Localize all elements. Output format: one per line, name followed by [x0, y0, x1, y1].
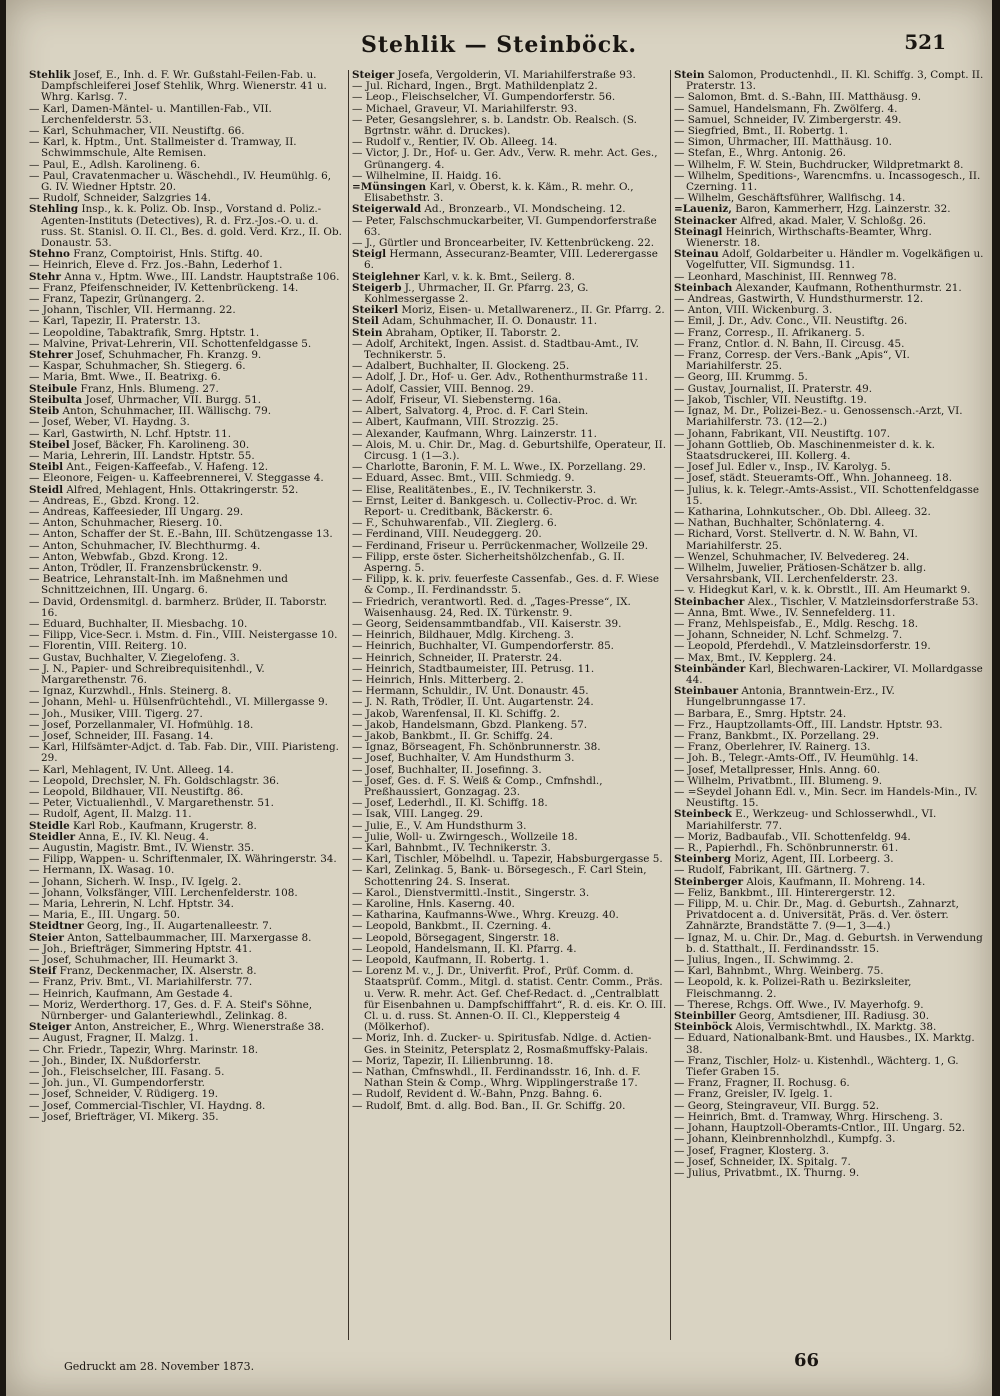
directory-entry: — Lorenz M. v., J. Dr., Univerfit. Prof., Prüf. Comm. d. Staatsprüf. Comm., Mitgl. d. statist. Centr. Comm., Präs. u. Verw. R. mehr. Act. Gef. Chef-Redact. d. „Centralblatt für Eisenbahnen u. Dampfschifffahrt“, R. d. eis. Kr. O. III. Cl. u. d. russ. St. Annen-O. II. Cl., Kleppersteig 4 (Mölkerhof).	[352, 965, 667, 1034]
directory-entry: — Ernst, Leiter d. Bankgesch. u. Collectiv-Proc. d. Wr. Report- u. Creditbank, Bäckerstr. 6.	[352, 494, 638, 518]
directory-entry: — Joh. B., Telegr.-Amts-Off., IV. Heumühlg. 14.	[674, 752, 919, 765]
directory-entry: Steinbänder Karl, Blechwaren-Lackirer, VI. Mollardgasse 44.	[674, 662, 983, 686]
directory-entry: — Rudolf, Agent, II. Malzg. 11.	[29, 808, 192, 821]
directory-entry: — Heinrich, Schneider, II. Praterstr. 24.	[352, 651, 563, 664]
directory-entry: Steidl Alfred, Mehlagent, Hnls. Ottakringerstr. 52.	[29, 483, 299, 496]
directory-entry: — Albert, Salvatorg. 4, Proc. d. F. Carl Stein.	[352, 405, 589, 418]
directory-entry: Steibulta Josef, Uhrmacher, VII. Burgg. 51.	[29, 393, 262, 406]
directory-entry: Steinberger Alois, Kaufmann, II. Mohreng. 14.	[674, 875, 926, 888]
directory-entry: — Malvine, Privat-Lehrerin, VII. Schottenfeldgasse 5.	[29, 337, 312, 350]
directory-entry: — Anton, Schuhmacher, IV. Blechthurmg. 4.	[29, 539, 261, 552]
directory-entry: — Maria, Lehrerin, III. Landstr. Hptstr. 55.	[29, 449, 255, 462]
directory-entry: Steinböck Alois, Vermischtwhdl., IX. Marktg. 38.	[674, 1021, 937, 1034]
directory-entry: — Augustin, Magistr. Bmt., IV. Wienstr. 35.	[29, 842, 255, 855]
directory-entry: — Samuel, Handelsmann, Fh. Zwölferg. 4.	[674, 102, 898, 115]
directory-entry: — Elise, Realitätenbes., E., IV. Technikerstr. 3.	[352, 483, 597, 496]
directory-entry: — Karol., Dienstvermittl.-Instit., Singerstr. 3.	[352, 886, 590, 899]
directory-entry: — August, Fragner, II. Malzg. 1.	[29, 1032, 199, 1045]
directory-entry: — Joh. jun., VI. Gumpendorferstr.	[29, 1077, 205, 1090]
page-number: 521	[904, 30, 946, 54]
directory-entry: — Paul, Cravatenmacher u. Wäschehdl., IV. Heumühlg. 6, G. IV. Wiedner Hptstr. 20.	[29, 169, 332, 194]
directory-entry: — Karl, Damen-Mäntel- u. Mantillen-Fab., VII. Lerchenfelderstr. 53.	[29, 102, 272, 126]
directory-entry: Steib Anton, Schuhmacher, III. Wällischg. 79.	[29, 405, 272, 418]
directory-entry: — Andreas, E., Gbzd. Krong. 12.	[29, 494, 200, 507]
directory-entry: — Rudolf, Fabrikant, III. Gärtnerg. 7.	[674, 864, 870, 877]
directory-entry: — Karl, Mehlagent, IV. Unt. Alleeg. 14.	[29, 763, 234, 776]
directory-entry: — Joh., Briefträger, Simmering Hptstr. 41.	[29, 942, 252, 955]
directory-entry: — Leopold, Börsegagent, Singerstr. 18.	[352, 931, 560, 944]
directory-entry: — Maria, Bmt. Wwe., II. Beatrixg. 6.	[29, 371, 221, 384]
directory-entry: — Barbara, E., Smrg. Hptstr. 24.	[674, 707, 847, 720]
directory-entry: — Josef, Buchhalter, V. Am Hundsthurm 3.	[352, 752, 575, 765]
directory-entry: — Georg, Seidensammtbandfab., VII. Kaiserstr. 39.	[352, 617, 622, 630]
directory-entry: — Katharina, Lohnkutscher., Ob. Dbl. Alleeg. 32.	[674, 505, 931, 518]
directory-entry: — Leopold, Pferdehdl., V. Matzleinsdorferstr. 19.	[674, 640, 931, 653]
directory-entry: — Franz, Corresp. der Vers.-Bank „Apis“, VI. Mariahilferstr. 25.	[674, 349, 910, 373]
directory-entry: — Joh., Binder, IX. Nußdorferstr.	[29, 1054, 201, 1067]
directory-entry: Steinbiller Georg, Amtsdiener, III. Radiusg. 30.	[674, 1010, 930, 1023]
directory-entry: — Franz, Mehlspeisfab., E., Mdlg. Reschg. 18.	[674, 617, 918, 630]
directory-entry: — Julius, Ingen., II. Schwimmg. 2.	[674, 954, 854, 967]
directory-entry: — Johann, Volksfänger, VIII. Lerchenfelderstr. 108.	[29, 886, 298, 899]
directory-entry: — Hermann, Schuldir., IV. Unt. Donaustr. 45.	[352, 685, 589, 698]
directory-entry: Steinacker Alfred, akad. Maler, V. Schloßg. 26.	[674, 214, 927, 227]
directory-entry: — =Seydel Johann Edl. v., Min. Secr. im Handels-Min., IV. Neustiftg. 15.	[674, 786, 978, 810]
directory-entry: — Beatrice, Lehranstalt-Inh. im Maßnehmen und Schnittzeichnen, III. Ungarg. 6.	[29, 573, 288, 597]
directory-entry: — Filipp, Wappen- u. Schriftenmaler, IX. Währingerstr. 34.	[29, 853, 337, 866]
directory-entry: Stehlik Josef, E., Inh. d. F. Wr. Gußstahl-Feilen-Fab. u. Dampfschleiferei Josef Stehlik, Whrg. Wienerstr. 41 u. Whrg. Karlsg. 7.	[29, 70, 327, 104]
directory-entry: — Leopold, Bankbmt., II. Czerning. 4.	[352, 920, 552, 933]
directory-column-middle	[348, 70, 670, 1340]
directory-entry: — Rudolf v., Rentier, IV. Ob. Alleeg. 14.	[352, 136, 558, 149]
directory-entry: — Paul, E., Adlsh. Karolineng. 6.	[29, 158, 201, 171]
directory-entry: — Josef, Weber, VI. Haydng. 3.	[29, 416, 190, 429]
directory-entry: — Eduard, Assec. Bmt., VIII. Schmiedg. 9.	[352, 472, 575, 485]
directory-entry: Steigl Hermann, Assecuranz-Beamter, VIII. Lederergasse 6.	[352, 248, 658, 272]
directory-entry: — Josef, Schneider, III. Fasang. 14.	[29, 729, 214, 742]
directory-page	[6, 0, 992, 1396]
directory-entry: Steil Adam, Schuhmacher, II. O. Donaustr. 11.	[352, 315, 598, 328]
directory-entry: — Wilhelm, F. W. Stein, Buchdrucker, Wildpretmarkt 8.	[674, 158, 964, 171]
directory-entry: — Josef, Lederhdl., II. Kl. Schiffg. 18.	[352, 797, 548, 810]
directory-entry: — Eduard, Nationalbank-Bmt. und Hausbes., IX. Marktg. 38.	[674, 1032, 975, 1056]
directory-entry: — Joh., Musiker, VIII. Tigerg. 27.	[29, 707, 203, 720]
directory-entry: — Eduard, Buchhalter, II. Miesbachg. 10.	[29, 617, 248, 630]
directory-entry: — Josef, Schuhmacher, III. Heumarkt 3.	[29, 954, 239, 967]
directory-entry: Steikerl Moriz, Eisen- u. Metallwarenerz., II. Gr. Pfarrg. 2.	[352, 304, 665, 317]
directory-entry: — Leopold, Drechsler, N. Fh. Goldschlagstr. 36.	[29, 774, 280, 787]
directory-entry: — Ferdinand, Friseur u. Perrückenmacher, Wollzeile 29.	[352, 539, 649, 552]
directory-entry: — David, Ordensmitgl. d. barmherz. Brüder, II. Taborstr. 16.	[29, 595, 327, 619]
directory-entry: — Jakob, Handelsmann, Gbzd. Plankeng. 57.	[352, 718, 588, 731]
running-head: Stehlik — Steinböck.	[360, 32, 638, 58]
directory-entry: — Siegfried, Bmt., II. Robertg. 1.	[674, 125, 849, 138]
directory-entry: Steinau Adolf, Goldarbeiter u. Händler m. Vogelkäfigen u. Vogelfutter, VII. Sigmundsg. 11.	[674, 248, 984, 272]
directory-entry: — Heinrich, Stadtbaumeister, III. Petrusg. 11.	[352, 662, 595, 675]
directory-entry: — Katharina, Kaufmanns-Wwe., Whrg. Kreuzg. 40.	[352, 909, 619, 922]
directory-entry: — Kaspar, Schuhmacher, Sh. Stiegerg. 6.	[29, 360, 246, 373]
directory-entry: — Filipp, erste öster. Sicherheitshölzchenfab., G. II. Asperng. 5.	[352, 550, 625, 574]
directory-entry: — Josef, Porzellanmaler, VI. Hofmühlg. 18.	[29, 718, 254, 731]
directory-entry: — Leopold, Bildhauer, VII. Neustiftg. 86.	[29, 786, 244, 798]
directory-entry: — Josef, Commercial-Tischler, VI. Haydng. 8.	[29, 1099, 266, 1112]
directory-entry: — J. N. Rath, Trödler, II. Unt. Augartenstr. 24.	[352, 696, 594, 709]
directory-entry: — Alois, M. u. Chir. Dr., Mag. d. Geburtshilfe, Operateur, II. Circusg. 1 (1—3.).	[352, 438, 667, 462]
directory-entry: — Franz, Cntlor. d. N. Bahn, II. Circusg. 45.	[674, 337, 905, 350]
directory-entry: — Julius, Privatbmt., IX. Thurng. 9.	[674, 1166, 860, 1179]
directory-entry: — Peter, Gesangslehrer, s. b. Landstr. Ob. Realsch. (S. Bgrtnstr. währ. d. Druckes).	[352, 113, 637, 138]
directory-entry: — Jakob, Tischler, VII. Neustiftg. 19.	[674, 393, 867, 406]
directory-entry: — Karl, Tischler, Möbelhdl. u. Tapezir, Habsburgergasse 5.	[352, 853, 663, 866]
directory-entry: Stehling Insp., k. k. Poliz. Ob. Insp., Vorstand d. Poliz.-Agenten-Instituts (Detectives), R. d. Frz.-Jos.-O. u. d. russ. St. Stanisl. O. II. Cl., Bes. d. gold. Verd. Krz., II. Ob. Donaustr. 53.	[29, 203, 342, 250]
directory-entry: — Jakob, Bankbmt., II. Gr. Schiffg. 24.	[352, 729, 553, 742]
directory-entry: — Leop., Fleischselcher, VI. Gumpendorferstr. 56.	[352, 91, 616, 104]
sheet-signature: 66	[794, 1350, 820, 1371]
directory-entry: — Karl, Zelinkag. 5, Bank- u. Börsegesch., F. Carl Stein, Schottenring 24. S. Inserat.	[352, 864, 647, 888]
directory-entry: Steif Franz, Deckenmacher, IX. Alserstr. 8.	[29, 965, 257, 978]
directory-entry: — Karoline, Hnls. Kaserng. 40.	[352, 898, 515, 911]
directory-entry: — Karl, Tapezir, II. Praterstr. 13.	[29, 315, 201, 328]
directory-entry: — Emil, J. Dr., Adv. Conc., VII. Neustiftg. 26.	[674, 315, 908, 328]
directory-entry: — Adolf, Friseur, VI. Siebensterng. 16a.	[352, 393, 562, 406]
directory-entry: — Anton, VIII. Wickenburg. 3.	[674, 304, 833, 317]
directory-entry: — Simon, Uhrmacher, III. Matthäusg. 10.	[674, 136, 892, 149]
directory-entry: — Anton, Schuhmacher, Rieserg. 10.	[29, 517, 223, 530]
directory-entry: Stein Salomon, Productenhdl., II. Kl. Schiffg. 3, Compt. II. Praterstr. 13.	[674, 70, 984, 93]
directory-entry: — Franz, Oberlehrer, IV. Rainerg. 13.	[674, 741, 871, 754]
directory-entry: — Georg, Steingraveur, VII. Burgg. 52.	[674, 1099, 880, 1112]
directory-entry: Steidler Anna, E., IV. Kl. Neug. 4.	[29, 830, 209, 843]
directory-entry: — Rudolf, Bmt. d. allg. Bod. Ban., II. Gr. Schiffg. 20.	[352, 1099, 626, 1112]
directory-entry: — Karl, Bahnbmt., IV. Technikerstr. 3.	[352, 842, 551, 855]
directory-entry: Steigerwald Ad., Bronzearb., VI. Mondscheing. 12.	[352, 203, 626, 216]
directory-entry: — Johann, Hauptzoll-Oberamts-Cntlor., III. Ungarg. 52.	[674, 1122, 966, 1135]
directory-entry: — Victor, J. Dr., Hof- u. Ger. Adv., Verw. R. mehr. Act. Ges., Grünangerg. 4.	[352, 147, 658, 171]
directory-entry: — Frz., Hauptzollamts-Off., III. Landstr. Hptstr. 93.	[674, 718, 943, 731]
directory-entry: — Max, Bmt., IV. Kepplerg. 24.	[674, 651, 837, 664]
directory-entry: Steibule Franz, Hnls. Blumeng. 27.	[29, 382, 219, 395]
directory-entry: — Franz, Pfeifenschneider, IV. Kettenbrückeng. 14.	[29, 281, 299, 294]
directory-entry: — Leopoldine, Tabaktrafik, Smrg. Hptstr. 1.	[29, 326, 260, 339]
directory-entry: — Josef, städt. Steueramts-Off., Whn. Johanneeg. 18.	[674, 472, 953, 485]
directory-entry: Steigerb J., Uhrmacher, II. Gr. Pfarrg. 23, G. Kohlmessergasse 2.	[352, 281, 589, 306]
directory-entry: Steinbacher Alex., Tischler, V. Matzleinsdorferstraße 53.	[674, 595, 979, 608]
directory-entry: — Franz, Tapezir, Grünangerg. 2.	[29, 293, 205, 306]
directory-entry: — Heinrich, Hnls. Mitterberg. 2.	[352, 673, 524, 686]
directory-entry: — Charlotte, Baronin, F. M. L. Wwe., IX. Porzellang. 29.	[352, 461, 646, 474]
directory-entry: — Ignaz, Börseagent, Fh. Schönbrunnerstr. 38.	[352, 741, 601, 754]
directory-entry: Stehr Anna v., Hptm. Wwe., III. Landstr. Hauptstraße 106.	[29, 270, 340, 283]
directory-entry: — Leopold, k. k. Polizei-Rath u. Bezirksleiter, Fleischmanng. 2.	[674, 976, 912, 1000]
directory-entry: — Franz, Bankbmt., IX. Porzellang. 29.	[674, 729, 880, 742]
directory-entry: — Johann, Sicherh. W. Insp., IV. Igelg. 2.	[29, 875, 242, 888]
directory-entry: — Franz, Fragner, II. Rochusg. 6.	[674, 1077, 850, 1090]
directory-entry: — Karl, Bahnbmt., Whrg. Weinberg. 75.	[674, 965, 884, 978]
directory-entry: — Albert, Kaufmann, VIII. Strozzig. 25.	[352, 416, 559, 429]
directory-entry: — Therese, Rchgs. Off. Wwe., IV. Mayerhofg. 9.	[674, 998, 924, 1011]
directory-entry: — Salomon, Bmt. d. S.-Bahn, III. Matthäusg. 9.	[674, 91, 922, 104]
directory-entry: — Heinrich, Bildhauer, Mdlg. Kircheng. 3.	[352, 629, 574, 642]
directory-entry: — Josef, Metallpresser, Hnls. Anng. 60.	[674, 763, 881, 776]
directory-entry: — Wilhelm, Speditions-, Warencmfns. u. Incassogesch., II. Czerning. 11.	[674, 169, 981, 194]
directory-entry: — Karl, Gastwirth, N. Lchf. Hptstr. 11.	[29, 427, 232, 440]
directory-entry: — Filipp, Vice-Secr. i. Mstm. d. Fin., VIII. Neistergasse 10.	[29, 629, 338, 642]
directory-entry: — Josef, Ges. d. F. S. Weiß & Comp., Cmfnshdl., Preßhaussiert, Gonzagag. 23.	[352, 774, 603, 798]
directory-entry: Steiger Anton, Anstreicher, E., Whrg. Wienerstraße 38.	[29, 1021, 325, 1034]
page-header	[6, 28, 992, 64]
directory-entry: — Wilhelm, Geschäftsführer, Wallfischg. 14.	[674, 192, 906, 205]
directory-entry: Stein Abraham, Optiker, II. Taborstr. 2.	[352, 326, 561, 339]
directory-entry: — Filipp, k. k. priv. feuerfeste Cassenfab., Ges. d. F. Wiese & Comp., II. Ferdinandsstr. 5.	[352, 573, 660, 597]
directory-entry: — Adolf, Architekt, Ingen. Assist. d. Stadtbau-Amt., IV. Technikerstr. 5.	[352, 337, 639, 362]
directory-entry: — Nathan, Buchhalter, Schönlaterng. 4.	[674, 517, 885, 530]
directory-entry: — Leopold, Kaufmann, II. Robertg. 1.	[352, 954, 550, 967]
directory-entry: — Johann, Tischler, VII. Hermanng. 22.	[29, 304, 236, 317]
directory-column-left	[26, 70, 348, 1340]
directory-entry: — Maria, Lehrerin, N. Lchf. Hptstr. 34.	[29, 898, 234, 911]
directory-entry: — Isak, VIII. Langeg. 29.	[352, 808, 484, 821]
directory-column-right	[670, 70, 992, 1340]
directory-entry: — Moriz, Werderthorg. 17, Ges. d. F. A. Steif's Söhne, Nürnberger- und Galanteriewhdl., Zelinkag. 8.	[29, 998, 313, 1023]
directory-entry: Steinbauer Antonia, Branntwein-Erz., IV. Hungelbrunngasse 17.	[674, 685, 895, 709]
directory-entry: — v. Hidegkut Karl, v. k. k. Obrstlt., III. Am Heumarkt 9.	[674, 584, 971, 597]
directory-columns	[26, 70, 992, 1340]
directory-entry: — Leopold, Handelsmann, II. Kl. Pfarrg. 4.	[352, 942, 577, 955]
directory-entry: — Adalbert, Buchhalter, II. Glockeng. 25.	[352, 360, 570, 373]
directory-entry: Steinbach Alexander, Kaufmann, Rothenthurmstr. 21.	[674, 281, 962, 294]
print-date-line: Gedruckt am 28. November 1873.	[64, 1360, 255, 1373]
directory-entry: — Julie, E., V. Am Hundsthurm 3.	[352, 819, 527, 832]
directory-entry: — J., Gürtler und Broncearbeiter, IV. Kettenbrückeng. 22.	[352, 237, 655, 250]
directory-entry: — Gustav, Journalist, II. Praterstr. 49.	[674, 382, 873, 395]
directory-entry: — Karl, k. Hptm., Unt. Stallmeister d. Tramway, II. Schwimmschule, Alte Remisen.	[29, 136, 297, 160]
directory-entry: — Leonhard, Maschinist, III. Rennweg 78.	[674, 270, 897, 283]
directory-entry: — Peter, Victualienhdl., V. Margarethenstr. 51.	[29, 797, 274, 810]
directory-entry: — Ignaz, Kurzwhdl., Hnls. Steinerg. 8.	[29, 685, 232, 698]
directory-entry: — Anton, Webwfab., Gbzd. Krong. 12.	[29, 550, 228, 563]
directory-entry: Steidtner Georg, Ing., II. Augartenalleestr. 7.	[29, 920, 272, 933]
directory-entry: =Münsingen Karl, v. Oberst, k. k. Käm., R. mehr. O., Elisabethstr. 3.	[352, 181, 634, 205]
directory-entry: — Heinrich, Bmt. d. Tramway, Whrg. Hirscheng. 3.	[674, 1110, 943, 1123]
directory-entry: — Peter, Falschschmuckarbeiter, VI. Gumpendorferstraße 63.	[352, 214, 657, 238]
directory-entry: — Julius, k. k. Telegr.-Amts-Assist., VII. Schottenfeldgasse 15.	[674, 483, 979, 507]
directory-entry: Steinbeck E., Werkzeug- und Schlosserwhdl., VI. Mariahilferstr. 77.	[674, 808, 937, 832]
directory-entry: — Moriz, Badbaufab., VII. Schottenfeldg. 94.	[674, 830, 911, 843]
directory-entry: — Richard, Vorst. Stellvertr. d. N. W. Bahn, VI. Mariahilferstr. 25.	[674, 528, 918, 552]
directory-entry: — Franz, Corresp., II. Afrikanerg. 5.	[674, 326, 865, 339]
directory-entry: Steinberg Moriz, Agent, III. Lorbeerg. 3.	[674, 853, 894, 866]
directory-entry: — Rudolf, Schneider, Salzgries 14.	[29, 192, 211, 205]
directory-entry: Stehrer Josef, Schuhmacher, Fh. Kranzg. 9.	[29, 349, 262, 362]
directory-entry: — Chr. Friedr., Tapezir, Whrg. Marinstr. 18.	[29, 1043, 259, 1056]
directory-entry: — Eleonore, Feigen- u. Kaffeebrennerei, V. Steggasse 4.	[29, 472, 324, 485]
directory-entry: — Anton, Trödler, II. Franzensbrückenstr. 9.	[29, 561, 262, 574]
directory-entry: — Michael, Graveur, VI. Mariahilferstr. 93.	[352, 102, 578, 115]
directory-entry: — Moriz, Inh. d. Zucker- u. Spiritusfab. Ndlge. d. Actien-Ges. in Steinitz, Petersplatz 2, Rosmaßmuffsky-Palais.	[352, 1032, 652, 1056]
directory-entry: — Andreas, Gastwirth, V. Hundsthurmerstr. 12.	[674, 293, 924, 306]
directory-entry: Steidle Karl Rob., Kaufmann, Krugerstr. 8.	[29, 819, 257, 832]
directory-entry: — Stefan, E., Whrg. Antonig. 26.	[674, 147, 846, 160]
directory-entry: — Hermann, IX. Wasag. 10.	[29, 864, 175, 877]
directory-entry: =Laueniz, Baron, Kammerherr, Hzg. Lainzerstr. 32.	[674, 203, 951, 216]
directory-entry: — Anton, Schaffer der St. E.-Bahn, III. Schützengasse 13.	[29, 528, 333, 541]
directory-entry: — Adolf, J. Dr., Hof- u. Ger. Adv., Rothenthurmstraße 11.	[352, 371, 648, 384]
directory-entry: — Ignaz, M. u. Chir. Dr., Mag. d. Geburtsh. in Verwendung b. d. Statthalt., II. Ferdinandsstr. 15.	[674, 931, 983, 955]
directory-entry: — Franz, Priv. Bmt., VI. Mariahilferstr. 77.	[29, 976, 253, 989]
directory-entry: — Franz, Tischler, Holz- u. Kistenhdl., Wächterg. 1, G. Tiefer Graben 15.	[674, 1054, 959, 1079]
directory-entry: — Karl, Schuhmacher, VII. Neustiftg. 66.	[29, 125, 245, 138]
directory-entry: — Anna, Bmt. Wwe., IV. Sennefelderg. 11.	[674, 606, 896, 619]
directory-entry: — Filipp, M. u. Chir. Dr., Mag. d. Geburtsh., Zahnarzt, Privatdocent a. d. Universität, Präs. d. Ver. österr. Zahnärzte, Brandstätte 7. (9—1, 3—4.)	[674, 898, 959, 933]
directory-entry: — R., Papierhdl., Fh. Schönbrunnerstr. 61.	[674, 842, 899, 855]
directory-entry: — Joh., Fleischselcher, III. Fasang. 5.	[29, 1066, 225, 1079]
directory-entry: — Heinrich, Buchhalter, VI. Gumpendorferstr. 85.	[352, 640, 614, 653]
directory-entry: — Josef, Briefträger, VI. Mikerg. 35.	[29, 1110, 219, 1123]
directory-entry: Steiglehner Karl, v. k. k. Bmt., Seilerg. 8.	[352, 270, 575, 283]
directory-entry: — Friedrich, verantwortl. Red. d. „Tages-Presse“, IX. Waisenhausg. 24, Red. IX. Türkenstr. 9.	[352, 595, 631, 619]
directory-entry: — Wenzel, Schuhmacher, IV. Belvedereg. 24.	[674, 550, 910, 563]
directory-entry: Steier Anton, Sattelbaummacher, III. Marxergasse 8.	[29, 931, 312, 944]
directory-entry: — Adolf, Cassier, VIII. Bennog. 29.	[352, 382, 534, 395]
directory-entry: — Rudolf, Revident d. W.-Bahn, Pnzg. Bahng. 6.	[352, 1088, 603, 1101]
directory-entry: — Gustav, Buchhalter, V. Ziegelofeng. 3.	[29, 651, 240, 664]
directory-entry: Steibel Josef, Bäcker, Fh. Karolineng. 30.	[29, 438, 250, 451]
directory-entry: Steibl Ant., Feigen-Kaffeefab., V. Hafeng. 12.	[29, 461, 269, 474]
directory-entry: — Nathan, Cmfnswhdl., II. Ferdinandsstr. 16, Inh. d. F. Nathan Stein & Comp., Whrg. Wipplingerstraße 17.	[352, 1066, 641, 1090]
directory-entry: — F., Schuhwarenfab., VII. Zieglerg. 6.	[352, 517, 557, 530]
directory-entry: — Franz, Greisler, IV. Igelg. 1.	[674, 1088, 833, 1101]
directory-entry: — Johann, Kleinbrennholzhdl., Kumpfg. 3.	[674, 1133, 896, 1146]
directory-entry: — Maria, E., III. Ungarg. 50.	[29, 909, 181, 922]
directory-entry: — Heinrich, Kaufmann, Am Gestade 4.	[29, 987, 233, 1000]
directory-entry: — Heinrich, Eleve d. Frz. Jos.-Bahn, Lederhof 1.	[29, 259, 283, 272]
directory-entry: — Josef, Schneider, IX. Spitalg. 7.	[674, 1155, 851, 1168]
directory-entry: — Georg, III. Krummg. 5.	[674, 371, 808, 384]
directory-entry: — Ignaz, M. Dr., Polizei-Bez.- u. Genossensch.-Arzt, VI. Mariahilferstr. 73. (12—2.)	[674, 405, 963, 429]
directory-entry: — Karl, Hilfsämter-Adjct. d. Tab. Fab. Dir., VIII. Piaristeng. 29.	[29, 741, 339, 765]
directory-entry: — Johann, Fabrikant, VII. Neustiftg. 107.	[674, 427, 891, 440]
directory-entry: Steiger Josefa, Vergolderin, VI. Mariahilferstraße 93.	[352, 70, 636, 81]
directory-entry: — Feliz, Bankbmt., III. Hinterergerstr. 12.	[674, 886, 896, 899]
directory-entry: — Johann, Mehl- u. Hülsenfrüchtehdl., VI. Millergasse 9.	[29, 696, 328, 709]
directory-entry: — Wilhelm, Privatbmt., III. Blumeng. 9.	[674, 774, 883, 787]
directory-entry: — J. N., Papier- und Schreibrequisitenhdl., V. Margarethenstr. 76.	[29, 662, 265, 686]
directory-entry: — Johann, Schneider, N. Lchf. Schmelzg. 7.	[674, 629, 903, 642]
directory-entry: — Moriz, Tapezir, II. Lilienbrunng. 18.	[352, 1054, 554, 1067]
directory-entry: — Johann Gottlieb, Ob. Maschinenmeister d. k. k. Staatsdruckerei, III. Kollerg. 4.	[674, 438, 935, 462]
directory-entry: — Josef, Schneider, V. Rüdigerg. 19.	[29, 1088, 219, 1101]
directory-entry: — Julie, Woll- u. Zwirngesch., Wollzeile 18.	[352, 830, 578, 843]
directory-entry: — Josef, Fragner, Klosterg. 3.	[674, 1144, 830, 1157]
directory-entry: — Florentin, VIII. Reiterg. 10.	[29, 640, 187, 653]
directory-entry: Stehno Franz, Comptoirist, Hnls. Stiftg. 40.	[29, 248, 263, 261]
directory-entry: — Josef Jul. Edler v., Insp., IV. Karolyg. 5.	[674, 461, 891, 474]
directory-entry: — Jul. Richard, Ingen., Brgt. Mathildenplatz 2.	[352, 80, 598, 93]
directory-entry: — Wilhelmine, II. Haidg. 16.	[352, 169, 502, 182]
directory-entry: Steinagl Heinrich, Wirthschafts-Beamter, Whrg. Wienerstr. 18.	[674, 225, 932, 250]
directory-entry: — Andreas, Kaffeesieder, III Ungarg. 29.	[29, 505, 244, 518]
directory-entry: — Josef, Buchhalter, II. Josefinng. 3.	[352, 763, 542, 776]
directory-entry: — Wilhelm, Juwelier, Prätiosen-Schätzer b. allg. Versahrsbank, VII. Lerchenfelderstr. 23.	[674, 561, 927, 586]
directory-entry: — Alexander, Kaufmann, Whrg. Lainzerstr. 11.	[352, 427, 597, 440]
directory-entry: — Samuel, Schneider, IV. Zimbergerstr. 49.	[674, 113, 902, 126]
directory-entry: — Jakob, Warenfensal, II. Kl. Schiffg. 2.	[352, 707, 560, 720]
directory-entry: — Ferdinand, VIII. Neudeggerg. 20.	[352, 528, 542, 541]
